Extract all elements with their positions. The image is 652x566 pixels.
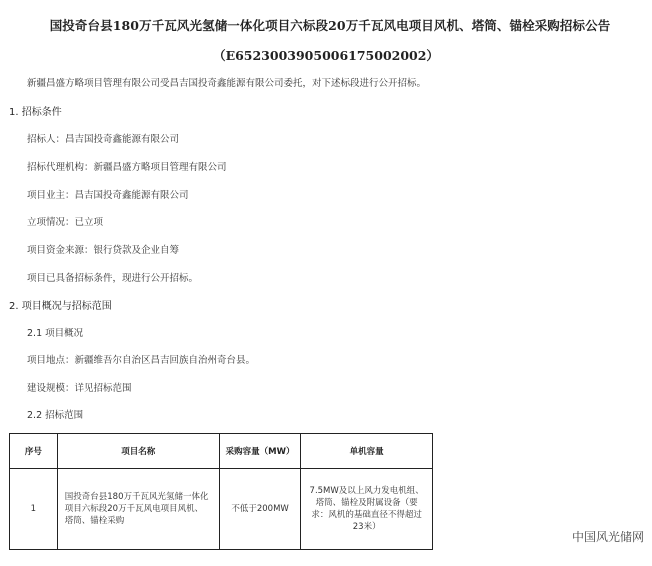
funding-line: 项目资金来源：银行贷款及企业自筹 xyxy=(27,245,180,256)
announcement-code: （E6523003905006175002002） xyxy=(213,48,439,63)
approval-line: 立项情况：已立项 xyxy=(27,217,104,228)
owner-line: 项目业主：昌吉国投奇鑫能源有限公司 xyxy=(27,190,189,201)
intro-paragraph: 新疆昌盛方略项目管理有限公司受昌吉国投奇鑫能源有限公司委托，对下述标段进行公开招标。 xyxy=(27,78,427,89)
header-capacity: 采购容量（MW） xyxy=(219,434,300,469)
table-row xyxy=(10,469,433,550)
section-2-heading: 2. 项目概况与招标范围 xyxy=(9,301,112,312)
site-watermark: 中国风光储网 xyxy=(571,530,644,544)
announcement-title: 国投奇台县180万千瓦风光氢储一体化项目六标段20万千瓦风电项目风机、塔筒、锚栓采购招标公告 xyxy=(49,18,611,33)
subsection-2-2-heading: 2.2 招标范围 xyxy=(27,410,84,421)
cell-project-name: 国投奇台县180万千瓦风光氢储一体化项目六标段20万千瓦风电项目风机、塔筒、锚栓采购 xyxy=(57,469,219,550)
header-unit-capacity: 单机容量 xyxy=(301,434,433,469)
cell-no: 1 xyxy=(10,469,58,550)
bid-scope-table xyxy=(9,433,433,550)
agency-line: 招标代理机构：新疆昌盛方略项目管理有限公司 xyxy=(27,162,227,173)
tenderer-line: 招标人：昌吉国投奇鑫能源有限公司 xyxy=(27,134,180,145)
subsection-2-1-heading: 2.1 项目概况 xyxy=(27,328,84,339)
cell-unit-capacity: 7.5MW及以上风力发电机组、塔筒、锚栓及附属设备（要求：风机的基础直径不得超过23米） xyxy=(301,469,433,550)
cell-capacity: 不低于200MW xyxy=(219,469,300,550)
location-line: 项目地点：新疆维吾尔自治区昌吉回族自治州奇台县。 xyxy=(27,355,256,366)
section-1-heading: 1. 招标条件 xyxy=(9,107,62,118)
scale-line: 建设规模：详见招标范围 xyxy=(27,383,132,394)
table-header-row xyxy=(10,434,433,469)
readiness-line: 项目已具备招标条件，现进行公开招标。 xyxy=(27,273,199,284)
header-no: 序号 xyxy=(10,434,58,469)
header-project-name: 项目名称 xyxy=(57,434,219,469)
